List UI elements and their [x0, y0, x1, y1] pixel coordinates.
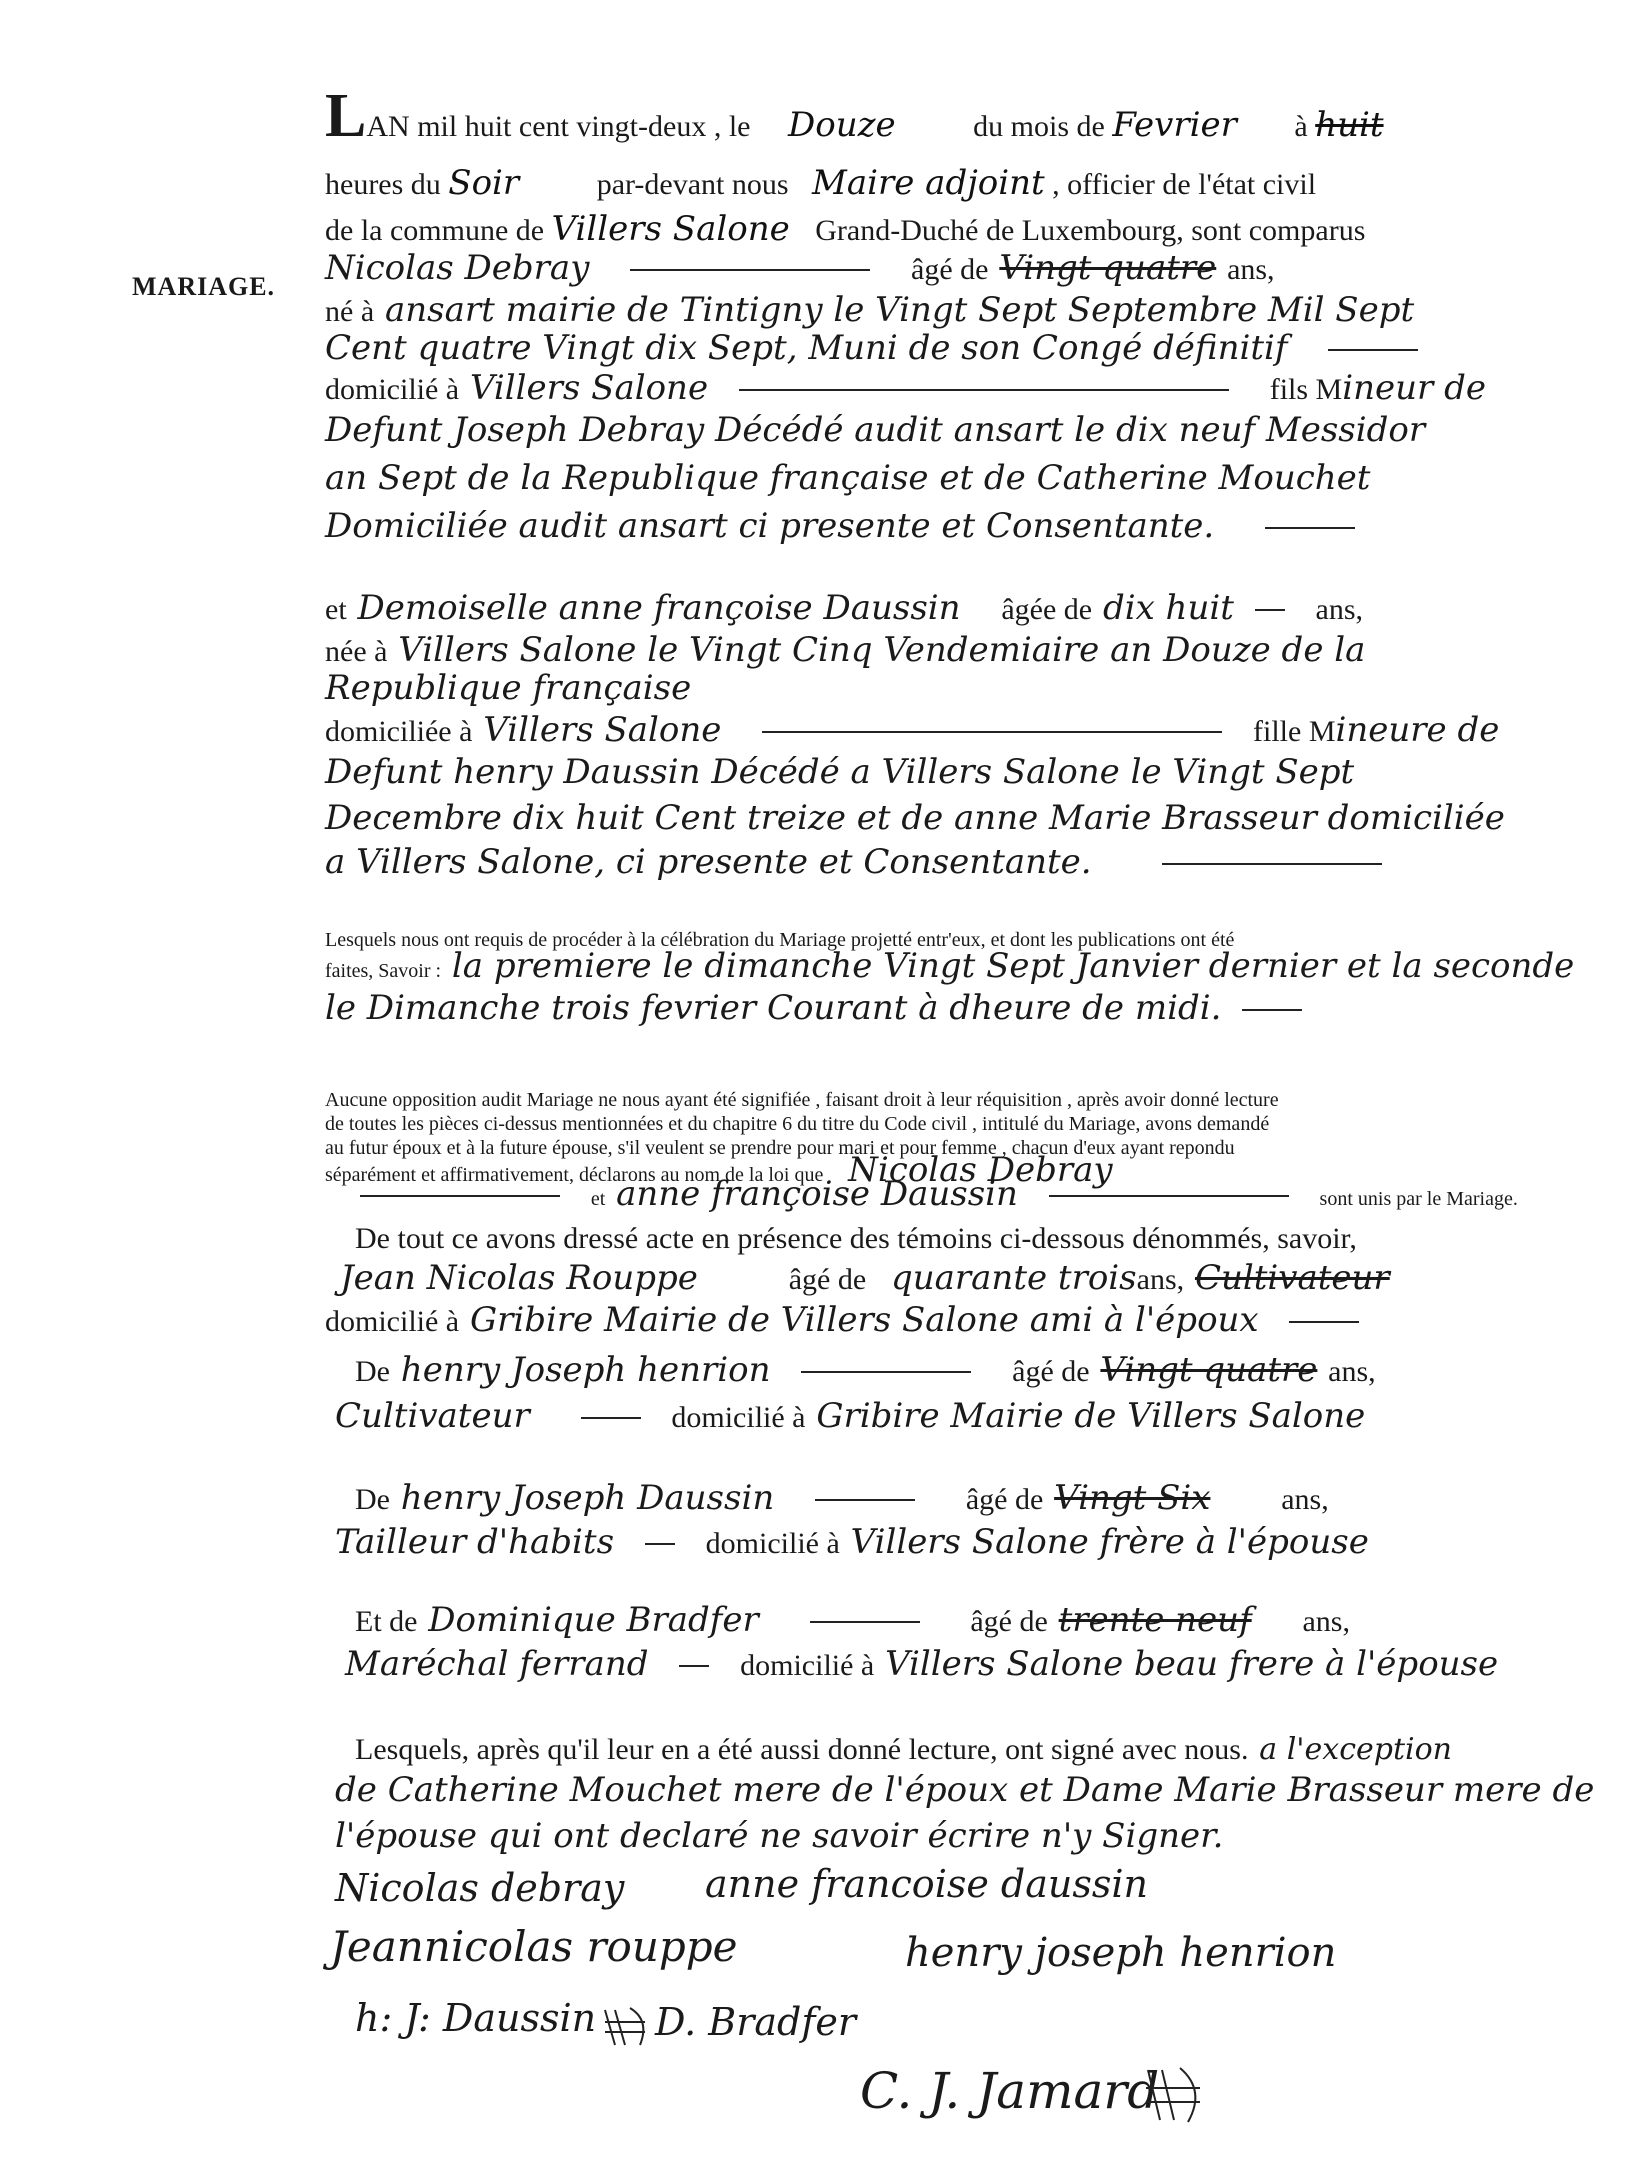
- closing-exception: a l'exception: [1259, 1732, 1452, 1767]
- bride-line-5: [325, 752, 1354, 792]
- header-line-3: [325, 210, 1565, 250]
- filler-dash: [360, 1195, 560, 1197]
- time-handwritten: Soir: [448, 163, 520, 203]
- publications-line-1: Lesquels nous ont requis de procéder à la célébration du Mariage projetté entr'eux, et dont les publications ont été: [325, 929, 1235, 951]
- witness-3-name: henry Joseph Daussin: [400, 1478, 775, 1518]
- opposition-declare: séparément et affirmativement, déclarons au nom de la loi que: [325, 1164, 824, 1186]
- bride-line-6: [325, 798, 1505, 838]
- hour-handwritten: huit: [1315, 105, 1384, 145]
- witness-3-domicile: Villers Salone frère à l'épouse: [850, 1522, 1369, 1562]
- witness-1-domicile: Gribire Mairie de Villers Salone ami à l'époux: [469, 1300, 1259, 1340]
- closing-line-1: [355, 1728, 1452, 1768]
- bride-born-label: née à: [325, 635, 388, 668]
- officer-label: , officier de l'état civil: [1052, 168, 1317, 201]
- closing-hand-2: de Catherine Mouchet mere de l'époux et Dame Marie Brasseur mere de: [335, 1770, 1595, 1810]
- groom-line-3: [325, 328, 1418, 368]
- witness-4-line-2: [345, 1644, 1498, 1684]
- opposition-line-5: [360, 1174, 1518, 1214]
- groom-name: Nicolas Debray: [325, 248, 590, 288]
- opposition-et: et: [590, 1188, 606, 1210]
- bride-line-1: [325, 588, 1363, 628]
- witness-2-age-label: âgé de: [1012, 1355, 1090, 1388]
- filler-dash: [810, 1621, 920, 1623]
- groom-birth-2: Cent quatre Vingt dix Sept, Muni de son Congé définitif: [325, 328, 1288, 368]
- groom-age: Vingt quatre: [999, 248, 1217, 288]
- witness-3-de: De: [355, 1483, 390, 1516]
- filler-dash: [762, 731, 1222, 733]
- groom-line-6: [325, 458, 1370, 498]
- bride-birth: Villers Salone le Vingt Cinq Vendemiaire an Douze de la: [398, 630, 1366, 670]
- bride-name: Demoiselle anne françoise Daussin: [357, 588, 961, 628]
- witness-3-domicile-label: domicilié à: [705, 1527, 840, 1560]
- witnesses-intro: De tout ce avons dressé acte en présence des témoins ci-dessous dénommés, savoir,: [355, 1222, 1357, 1255]
- witness-2-domicile-label: domicilié à: [671, 1401, 806, 1434]
- groom-line-5: [325, 410, 1425, 450]
- an-word: AN: [366, 110, 410, 143]
- opposition-line-3: au futur époux et à la future épouse, s'il veulent se prendre pour mari et pour femme , chacun d'eux ayant repondu: [325, 1137, 1235, 1159]
- closing-text: Lesquels, après qu'il leur en a été aussi donné lecture, ont signé avec nous.: [355, 1733, 1249, 1766]
- signature-witness-daussin: h: J: Daussin: [355, 1996, 597, 2040]
- witness-3-age: Vingt Six: [1054, 1478, 1211, 1518]
- filler-dash: [679, 1665, 709, 1667]
- closing-line-2: [335, 1770, 1594, 1810]
- groom-line-1: [325, 248, 1275, 288]
- bride-line-2: [325, 630, 1365, 670]
- bride-daughter-rest: ineure de: [1335, 710, 1500, 750]
- witness-2-job: Cultivateur: [335, 1396, 530, 1436]
- filler-dash: [1328, 349, 1418, 351]
- witness-4-de: Et de: [355, 1605, 418, 1638]
- bride-et-label: et: [325, 593, 347, 626]
- devant-label: par-devant nous: [596, 168, 789, 201]
- opposition-groom: Nicolas Debray: [848, 1150, 1113, 1190]
- year-text: mil huit cent vingt-deux , le: [417, 110, 751, 143]
- closing-line-3: [335, 1816, 1223, 1856]
- bride-line-4: [325, 710, 1499, 750]
- witness-2-de: De: [355, 1355, 390, 1388]
- publications-hand-1: la premiere le dimanche Vingt Sept Janvier dernier et la seconde: [451, 946, 1575, 986]
- witness-1-ans: ans,: [1136, 1263, 1185, 1296]
- witness-1-line-1: [340, 1258, 1390, 1298]
- witness-3-line-1: [355, 1478, 1329, 1518]
- filler-dash: [581, 1417, 641, 1419]
- opposition-line-2: de toutes les pièces ci-dessus mentionnées et du chapitre 6 du titre du Code civil , intitulé du Mariage, avons demandé: [325, 1113, 1270, 1135]
- publications-line-3: [325, 988, 1302, 1028]
- header-line-2: [325, 164, 1565, 204]
- groom-parents-1: Defunt Joseph Debray Décédé audit ansart le dix neuf Messidor: [325, 410, 1426, 450]
- witness-1-domicile-label: domicilié à: [325, 1305, 460, 1338]
- signature-bride: anne francoise daussin: [705, 1862, 1148, 1906]
- bride-parents-3: a Villers Salone, ci presente et Consentante.: [325, 842, 1092, 882]
- signature-officer: C. J. Jamard: [860, 2062, 1160, 2120]
- witness-4-name: Dominique Bradfer: [428, 1600, 759, 1640]
- publications-line-2: [325, 946, 1574, 986]
- duchy-label: Grand-Duché de Luxembourg, sont comparus: [815, 214, 1366, 247]
- section-label: MARIAGE.: [132, 272, 276, 301]
- bride-parents-1: Defunt henry Daussin Décédé a Villers Salone le Vingt Sept: [325, 752, 1355, 792]
- heures-label: heures du: [325, 168, 441, 201]
- groom-line-4: [325, 368, 1486, 408]
- bride-daughter-label: fille M: [1253, 715, 1336, 748]
- witness-3-age-label: âgé de: [965, 1483, 1044, 1516]
- groom-parents-3: Domiciliée audit ansart ci presente et Consentante.: [325, 506, 1215, 546]
- groom-born-label: né à: [325, 295, 375, 328]
- groom-son-label: fils M: [1269, 373, 1343, 406]
- commune-handwritten: Villers Salone: [551, 209, 790, 249]
- filler-dash: [1162, 863, 1382, 865]
- witness-4-domicile-label: domicilié à: [740, 1649, 875, 1682]
- groom-age-label: âgé de: [911, 253, 989, 286]
- groom-domicile-label: domicilié à: [325, 373, 460, 406]
- groom-domicile: Villers Salone: [469, 368, 709, 408]
- publications-hand-2: le Dimanche trois fevrier Courant à dheure de midi.: [325, 988, 1222, 1028]
- filler-dash: [645, 1543, 675, 1545]
- month-label: du mois de: [973, 110, 1105, 143]
- groom-son-rest: ineur de: [1342, 368, 1486, 408]
- witness-2-line-2: [335, 1396, 1365, 1436]
- bride-ans-label: ans,: [1315, 593, 1364, 626]
- a-word: à: [1294, 110, 1308, 143]
- groom-ans-label: ans,: [1227, 253, 1275, 286]
- witness-3-job: Tailleur d'habits: [335, 1522, 615, 1562]
- witness-4-line-1: [355, 1600, 1350, 1640]
- witness-1-line-2: [325, 1300, 1359, 1340]
- filler-dash: [630, 269, 870, 271]
- filler-dash: [801, 1371, 971, 1373]
- witness-1-name: Jean Nicolas Rouppe: [340, 1258, 698, 1298]
- filler-dash: [1255, 609, 1285, 611]
- bride-age-label: âgée de: [1001, 593, 1093, 626]
- day-handwritten: Douze: [787, 105, 896, 145]
- signature-groom: Nicolas debray: [335, 1866, 625, 1910]
- drop-cap: L: [325, 82, 367, 150]
- bride-parents-2: Decembre dix huit Cent treize et de anne Marie Brasseur domiciliée: [325, 798, 1505, 838]
- groom-birth: ansart mairie de Tintigny le Vingt Sept Septembre Mil Sept: [384, 290, 1415, 330]
- signature-witness-rouppe: Jeannicolas rouppe: [330, 1922, 738, 1971]
- bride-line-3: [325, 668, 691, 708]
- witness-2-domicile: Gribire Mairie de Villers Salone: [816, 1396, 1366, 1436]
- filler-dash: [739, 389, 1229, 391]
- signature-witness-henrion: henry joseph henrion: [905, 1930, 1337, 1976]
- filler-dash: [1289, 1321, 1359, 1323]
- opposition-line-1: Aucune opposition audit Mariage ne nous ayant été signifiée , faisant droit à leur réquisition , après avoir donné lecture: [325, 1089, 1279, 1111]
- filler-dash: [815, 1499, 915, 1501]
- witness-3-line-2: [335, 1522, 1369, 1562]
- witness-3-ans: ans,: [1281, 1483, 1329, 1516]
- signature-flourish: [600, 2000, 660, 2050]
- filler-dash: [1265, 527, 1355, 529]
- witness-4-ans: ans,: [1302, 1605, 1350, 1638]
- opposition-bride: anne françoise Daussin: [616, 1174, 1018, 1214]
- filler-dash: [1242, 1009, 1302, 1011]
- closing-hand-3: l'épouse qui ont declaré ne savoir écrire n'y Signer.: [335, 1816, 1224, 1856]
- bride-domicile-label: domiciliée à: [325, 715, 473, 748]
- witness-2-line-1: [355, 1350, 1376, 1390]
- opposition-united: sont unis par le Mariage.: [1319, 1188, 1518, 1210]
- officer-handwritten: Maire adjoint: [812, 163, 1045, 203]
- bride-line-7: [325, 842, 1382, 882]
- witness-1-job: Cultivateur: [1194, 1258, 1390, 1298]
- witness-2-ans: ans,: [1328, 1355, 1376, 1388]
- header-line-1: [325, 82, 1565, 150]
- signature-witness-bradfer: D. Bradfer: [655, 2000, 857, 2044]
- filler-dash: [1049, 1195, 1289, 1197]
- witness-4-job: Maréchal ferrand: [345, 1644, 649, 1684]
- witness-1-age-label: âgé de: [788, 1263, 867, 1296]
- signature-flourish: [1140, 2060, 1210, 2130]
- bride-domicile: Villers Salone: [483, 710, 722, 750]
- groom-line-2: [325, 290, 1414, 330]
- commune-label: de la commune de: [325, 214, 545, 247]
- bride-age: dix huit: [1102, 588, 1234, 628]
- witness-4-age: trente neuf: [1058, 1600, 1252, 1640]
- groom-line-7: [325, 506, 1355, 546]
- witness-2-age: Vingt quatre: [1100, 1350, 1318, 1390]
- witness-4-age-label: âgé de: [970, 1605, 1048, 1638]
- witness-2-name: henry Joseph henrion: [400, 1350, 771, 1390]
- witness-1-age: quarante trois: [890, 1258, 1137, 1298]
- month-handwritten: Fevrier: [1112, 105, 1237, 145]
- bride-birth-2: Republique française: [325, 668, 692, 708]
- groom-parents-2: an Sept de la Republique française et de Catherine Mouchet: [325, 458, 1371, 498]
- publications-savoir-label: faites, Savoir :: [325, 960, 442, 982]
- witness-4-domicile: Villers Salone beau frere à l'épouse: [885, 1644, 1499, 1684]
